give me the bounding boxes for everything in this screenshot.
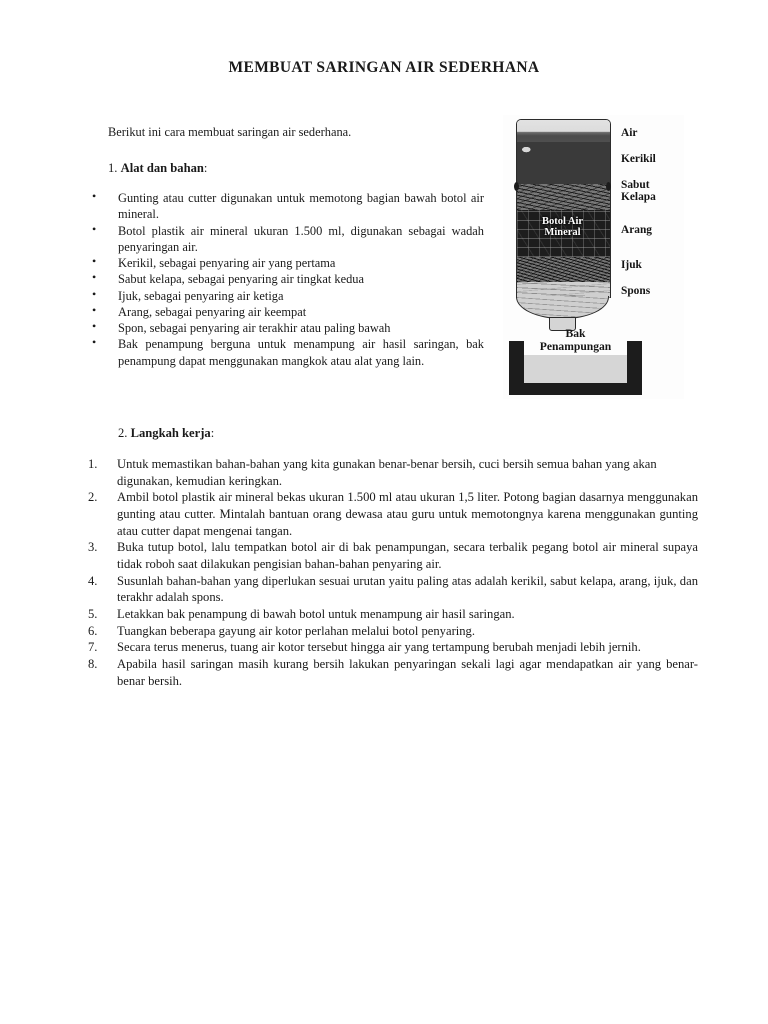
basin-label-line-2: Penampungan — [539, 339, 612, 353]
bottle-label — [516, 216, 609, 239]
step-text: Secara terus menerus, tuang air kotor tersebut hingga air yang tertampung berubah menjadi lebih jernih. — [117, 640, 641, 655]
basin-water — [524, 355, 627, 383]
steps-list — [86, 456, 698, 689]
list-item — [92, 271, 484, 287]
table-row — [86, 573, 698, 606]
layer-air — [517, 120, 610, 142]
table-row — [86, 623, 698, 640]
section-2-dot: . — [124, 426, 131, 440]
figure-canvas — [503, 115, 684, 399]
bullet-icon: • — [92, 286, 97, 301]
bullet-icon: • — [92, 270, 97, 285]
step-number: 4. — [88, 573, 98, 588]
table-row — [86, 539, 698, 572]
bottle-label-line-2: Mineral — [544, 227, 581, 239]
layer-label-arang: Arang — [621, 224, 653, 236]
material-text: Bak penampung berguna untuk menampung air hasil saringan, bak penampung dapat menggunakan mangkok atau alat yang lain. — [118, 337, 484, 368]
layer-label-ijuk: Ijuk — [621, 259, 642, 271]
basin-label — [503, 328, 648, 353]
step-text: Ambil botol plastik air mineral bekas ukuran 1.500 ml atau ukuran 1,5 liter. Potong bagian dasarnya menggunakan gunting atau cutter. Mintalah bantuan orang dewasa atau guru untuk memotongnya karena menggunakan gunting atau cutter dapat mengenai tangan. — [117, 490, 698, 538]
bottle-label-line-1: Botol Air — [541, 216, 584, 227]
list-item — [92, 255, 484, 271]
step-text: Susunlah bahan-bahan yang diperlukan sesuai urutan yaitu paling atas adalah kerikil, sabut kelapa, arang, ijuk, dan terakhr adalah spons. — [117, 573, 698, 605]
step-text: Letakkan bak penampung di bawah botol untuk menampung air hasil saringan. — [117, 607, 515, 622]
material-text: Botol plastik air mineral ukuran 1.500 ml, digunakan sebagai wadah penyaringan air. — [118, 223, 484, 254]
intro-paragraph: Berikut ini cara membuat saringan air sederhana. — [108, 125, 352, 139]
material-text: Ijuk, sebagai penyaring air ketiga — [118, 288, 284, 303]
table-row — [86, 656, 698, 689]
layer-label-air: Air — [621, 127, 638, 139]
layer-kerikil — [517, 142, 610, 184]
section-1-label: Alat dan bahan — [120, 161, 204, 175]
step-number: 3. — [88, 540, 98, 555]
materials-list — [92, 190, 484, 369]
material-text: Kerikil, sebagai penyaring air yang pertama — [118, 256, 336, 270]
section-heading-langkah-kerja — [118, 424, 214, 442]
bullet-icon: • — [92, 319, 97, 333]
layer-label-kerikil: Kerikil — [621, 153, 656, 165]
list-item — [92, 304, 484, 320]
step-number: 7. — [88, 640, 98, 655]
step-text: Buka tutup botol, lalu tempatkan botol air di bak penampungan, secara terbalik pegang botol air mineral supaya tidak roboh saat dilakukan pengisian bahan-bahan penyaring air. — [117, 540, 698, 572]
step-text: Untuk memastikan bahan-bahan yang kita gunakan benar-benar bersih, cuci bersih semua bahan yang akan digunakan, kemudian keringkan. — [117, 457, 657, 488]
table-row — [86, 606, 698, 623]
table-row — [86, 456, 698, 489]
list-item — [92, 336, 484, 369]
material-text: Sabut kelapa, sebagai penyaring air tingkat kedua — [118, 272, 365, 287]
bullet-icon: • — [92, 221, 97, 236]
layer-labels — [621, 115, 684, 325]
step-number: 1. — [88, 457, 98, 471]
bullet-icon: • — [92, 335, 97, 350]
layer-sabut-kelapa — [517, 184, 610, 210]
plastic-bottle-graphic — [516, 119, 609, 329]
material-text: Gunting atau cutter digunakan untuk memotong bagian bawah botol air mineral. — [118, 191, 484, 222]
section-1-colon: : — [203, 161, 208, 175]
section-2-colon: : — [210, 426, 215, 440]
bottle-shoulder — [516, 296, 609, 319]
section-1-number: 1 — [108, 161, 115, 175]
list-item — [92, 288, 484, 304]
step-text: Tuangkan beberapa gayung air kotor perlahan melalui botol penyaring. — [117, 623, 475, 638]
layer-ijuk — [517, 257, 610, 282]
step-number: 6. — [88, 623, 98, 638]
bottle-grip-notch-left — [514, 182, 519, 191]
step-number: 5. — [88, 607, 98, 622]
basin-label-line-1: Bak — [565, 327, 586, 340]
table-row — [86, 489, 698, 539]
list-item — [92, 320, 484, 336]
bottle-grip-notch-right — [606, 182, 611, 191]
section-2-label: Langkah kerja — [130, 426, 211, 440]
list-item — [92, 223, 484, 256]
section-1-dot: . — [114, 161, 121, 175]
material-text: Arang, sebagai penyaring air keempat — [118, 304, 307, 319]
layer-label-sabut-line-1: Sabut — [621, 179, 650, 191]
table-row — [86, 639, 698, 656]
material-text: Spon, sebagai penyaring air terakhir atau paling bawah — [118, 321, 391, 335]
bottle-body — [516, 119, 611, 298]
list-item — [92, 190, 484, 223]
step-number: 8. — [88, 657, 98, 672]
bullet-icon: • — [92, 189, 97, 203]
bullet-icon: • — [92, 254, 97, 268]
step-text: Apabila hasil saringan masih kurang bersih lakukan penyaringan sekali lagi agar mendapatkan air yang benar-benar bersih. — [117, 657, 698, 688]
page-title: MEMBUAT SARINGAN AIR SEDERHANA — [228, 59, 540, 76]
bullet-icon: • — [92, 302, 97, 317]
layer-label-sabut-kelapa — [621, 179, 684, 203]
section-heading-alat-dan-bahan — [108, 159, 207, 177]
layer-label-spons: Spons — [621, 285, 651, 297]
layer-label-sabut-line-2: Kelapa — [621, 191, 656, 204]
water-filter-illustration — [503, 115, 684, 399]
step-number: 2. — [88, 490, 98, 505]
basin-floor — [509, 383, 642, 395]
section-2-number: 2 — [118, 426, 125, 440]
